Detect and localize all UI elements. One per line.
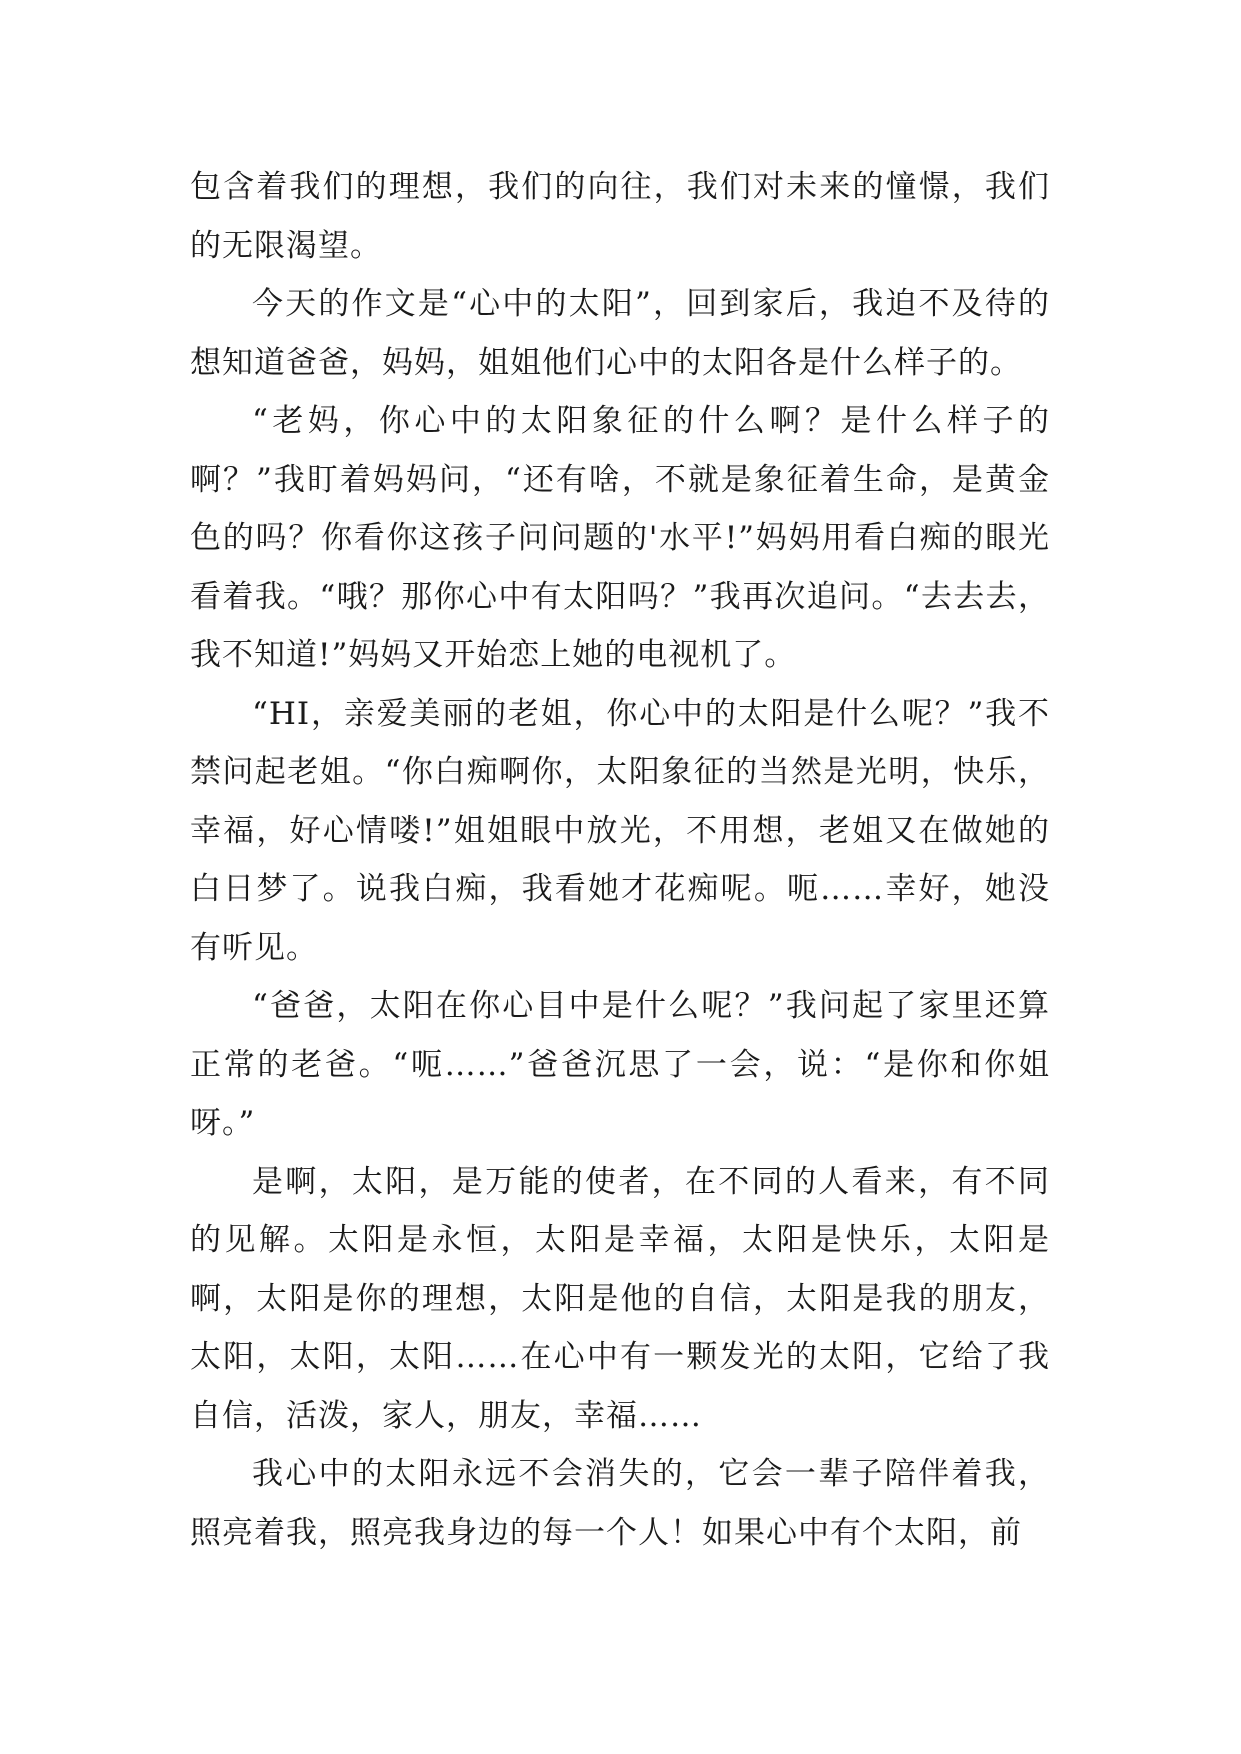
paragraph: 是啊，太阳，是万能的使者，在不同的人看来，有不同的见解。太阳是永恒，太阳是幸福，太阳是快乐，太阳是啊，太阳是你的理想，太阳是他的自信，太阳是我的朋友，太阳，太阳，太阳……在心中有一颗发光的太阳，它给了我自信，活泼，家人，朋友，幸福…… bbox=[190, 1163, 1050, 1434]
paragraph: “爸爸，太阳在你心目中是什么呢？”我问起了家里还算正常的老爸。“呃……”爸爸沉思了一会，说：“是你和你姐呀。” bbox=[190, 988, 1050, 1141]
paragraph: 我心中的太阳永远不会消失的，它会一辈子陪伴着我，照亮着我，照亮我身边的每一个人！如果心中有个太阳，前 bbox=[190, 1456, 1050, 1551]
paragraph: “HI，亲爱美丽的老姐，你心中的太阳是什么呢？”我不禁问起老姐。“你白痴啊你，太阳象征的当然是光明，快乐，幸福，好心情喽!”姐姐眼中放光，不用想，老姐又在做她的白日梦了。说我白痴，我看她才花痴呢。呃……幸好，她没有听见。 bbox=[190, 695, 1050, 966]
paragraph: 今天的作文是“心中的太阳”，回到家后，我迫不及待的想知道爸爸，妈妈，姐姐他们心中的太阳各是什么样子的。 bbox=[190, 286, 1050, 381]
paragraph: 包含着我们的理想，我们的向往，我们对未来的憧憬，我们的无限渴望。 bbox=[190, 169, 1050, 264]
paragraph: “老妈，你心中的太阳象征的什么啊？是什么样子的啊？”我盯着妈妈问，“还有啥，不就是象征着生命，是黄金色的吗？你看你这孩子问问题的'水平!”妈妈用看白痴的眼光看着我。“哦？那你心中有太阳吗？”我再次追问。“去去去，我不知道!”妈妈又开始恋上她的电视机了。 bbox=[190, 403, 1050, 673]
essay-body bbox=[190, 158, 1050, 1562]
